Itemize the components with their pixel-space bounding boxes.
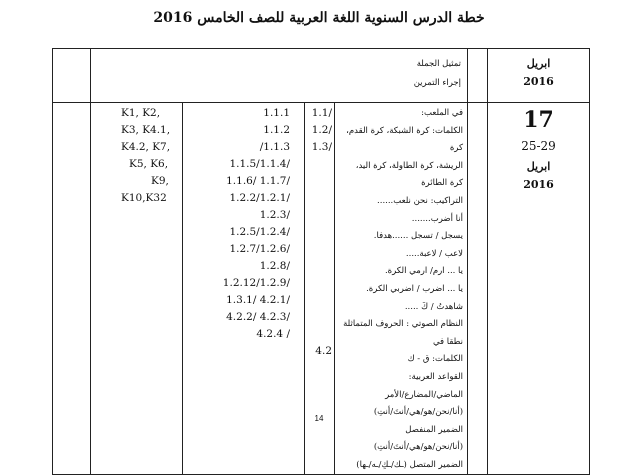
topic-line: إجراء التمرين [413,78,462,88]
content-line: أنا أضرب....... [411,213,464,224]
week-year: 2016 [523,178,554,191]
header-month-cell [488,49,590,103]
k-code-line: K4.2, K7, [121,141,171,153]
content-line: التراكيب: نحن نلعب...... [377,195,464,206]
header-topic-cell [91,49,468,103]
content-line: يسجل / تسجل ......هدفا. [373,231,464,242]
objective-line: /4.2.3 /4.2.2 [226,311,290,323]
content-line: شاهدتُ / كَ ..... [404,301,464,312]
objective-line: 1.1.3/ [259,141,290,153]
content-line: الكلمات: ق - ك [407,354,464,365]
objective-line: 1.1.1 [263,107,290,119]
content-line: (أنا/نحن/هو/هي/أنتَ/أنتِ) [373,407,464,418]
objective-line: /1.1.5/1.1.4 [229,158,290,170]
content-line: الريشة، كرة الطاولة، كرة اليد، [355,160,464,171]
content-line: النظام الصوتي : الحروف المتماثلة نطقا في [343,319,464,347]
objective-line: 1.1.2 [263,124,290,136]
k-code-line: K1, K2, [121,107,161,119]
k-code-line: K9, [151,175,169,187]
standard-bottom: 4.2 [315,345,332,357]
content-line: يا ... اضرب / اضربي الكرة. [366,283,464,294]
k-code-line: K5, K6, [129,158,169,170]
header-year: 2016 [523,75,554,88]
objective-line: /1.1.7 /1.1.6 [226,175,290,187]
page-title: خطة الدرس السنوية اللغة العربية للصف الخامس 2016 [153,10,485,26]
objective-line: /1.2.3 [259,209,290,221]
topic-line: تمثيل الجملة [416,59,462,69]
date-range: 25-29 [521,139,556,153]
header-empty-cell [468,49,488,103]
standard-line: /1.3 [311,141,332,153]
content-line: يا ... ارم/ ارمي الكرة. [384,266,464,277]
page-number: 14 [314,414,324,423]
objective-line: /1.2.5/1.2.4 [229,226,290,238]
content-line: الضمير المنفصل [405,424,464,435]
header-notes-cell [53,49,91,103]
content-line: كرة الطائرة [421,178,464,189]
content-line: الماضي/المضارع/الأمر [385,389,464,400]
lesson-plan-table [52,48,590,475]
objective-line: /4.2.1 /1.3.1 [226,294,290,306]
content-line: لاعب / لاعبة..... [405,248,464,259]
objective-line: / 4.2.4 [256,328,290,340]
standard-line: /1.2 [311,124,332,136]
standard-line: /1.1 [311,107,332,119]
objective-line: /1.2.2/1.2.1 [229,192,290,204]
header-month: ابريل [526,57,551,70]
week-month: ابريل [526,160,551,173]
objective-line: /1.2.7/1.2.6 [229,243,290,255]
objective-line: /1.2.8 [259,260,290,272]
header-row [53,49,590,103]
content-line: الكلمات: كرة الشبكة، كرة القدم، كرة [346,125,464,154]
content-line: (أنا/نحن/هو/هي/أنتَ/أنتِ) [373,442,464,453]
content-line: القواعد العربية: [408,371,464,382]
k-code-line: K10,K32 [121,192,167,204]
content-line: الضمير المتصل (ـك/ـكِ/ـه/ـها) [356,459,464,470]
week-number: 17 [523,107,554,133]
content-line: في الملعب: [421,108,464,118]
objective-line: /1.2.12/1.2.9 [222,277,290,289]
k-code-line: K3, K4.1, [121,124,171,136]
